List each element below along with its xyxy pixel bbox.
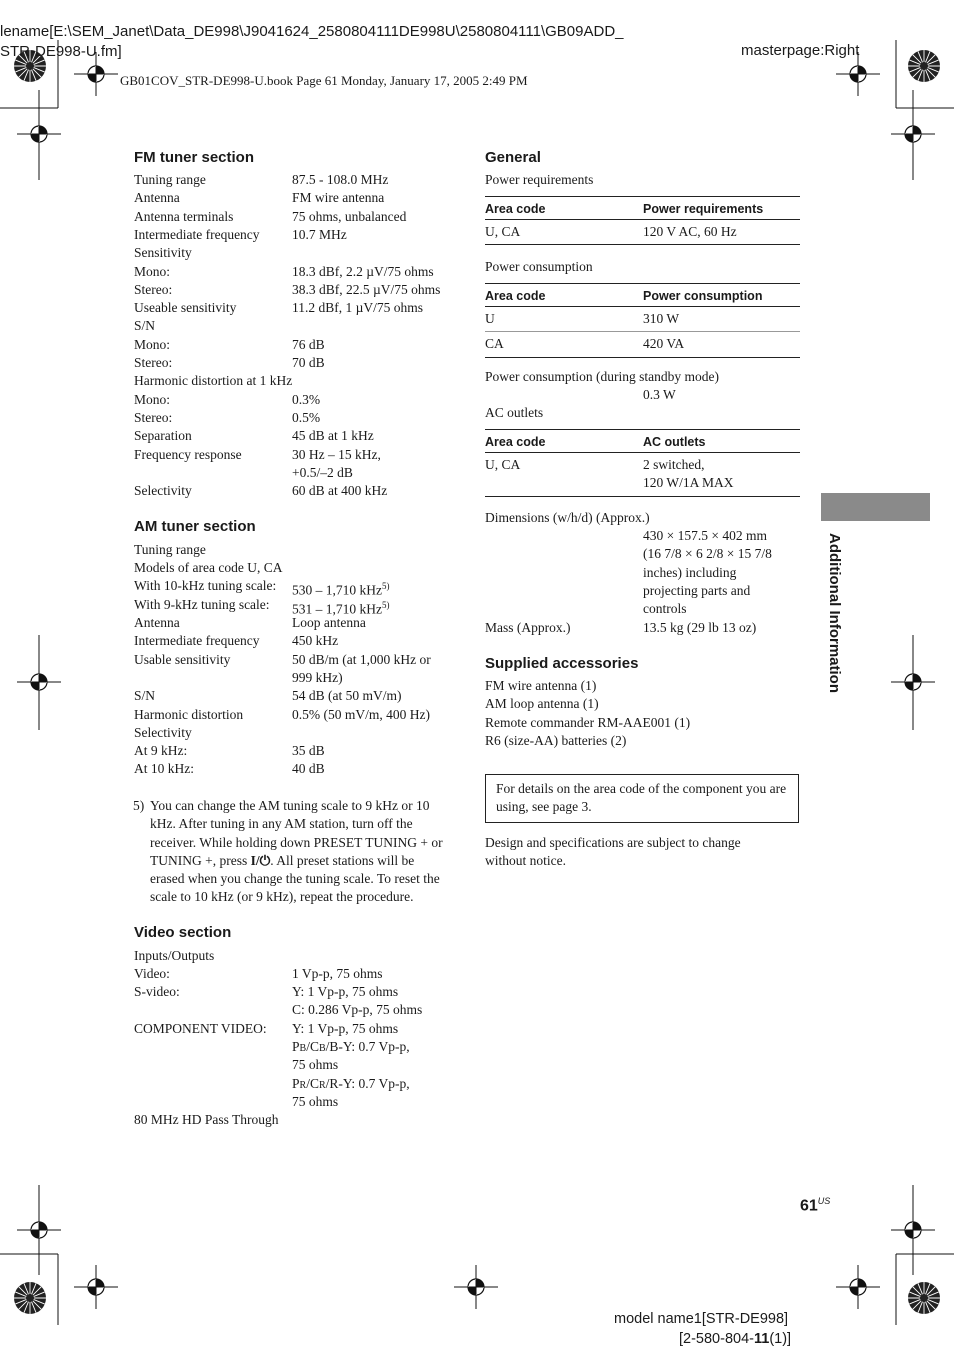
accessory-item: Remote commander RM-AAE001 (1) [485, 714, 691, 730]
am-spec-label: At 9 kHz: [134, 743, 188, 759]
video-inputs: Inputs/Outputs [134, 948, 215, 963]
footer-part-code: [2-580-804-11(1)] [679, 1331, 792, 1347]
am-spec-value: 0.5% (50 mV/m, 400 Hz) [292, 706, 430, 722]
table-cell: CA [485, 332, 643, 357]
fm-spec-value: 38.3 dBf, 22.5 µV/75 ohms [292, 281, 441, 297]
footer-model-name: model name1[STR-DE998] [614, 1311, 789, 1327]
fm-spec-label: Antenna terminals [134, 208, 234, 224]
svideo-y: Y: 1 Vp-p, 75 ohms [292, 984, 399, 999]
mass-value: 13.5 kg (29 lb 13 oz) [643, 620, 757, 635]
am-spec-label: Usable sensitivity [134, 651, 231, 667]
am-spec-label: At 10 kHz: [134, 761, 194, 777]
side-tab-marker [821, 493, 930, 521]
table-header: Power requirements [643, 197, 800, 220]
footnote-text: You can change the AM tuning scale to 9 kHz or 10 kHz. After tuning in any AM station, turn off the receiver. While holding down PRESET TUNING + or TUNING +, press I/⏻. All preset stations will be erased when you change the tuning scale. To reset the scale to 10 kHz (or 9 kHz), repeat the procedure. [150, 798, 443, 905]
power-requirements-table [485, 196, 800, 245]
table-header: Power consumption [643, 284, 800, 307]
fm-spec-value: 11.2 dBf, 1 µV/75 ohms [292, 300, 424, 316]
filename-header [0, 22, 624, 62]
am-spec-value: 450 kHz [292, 633, 339, 649]
fm-spec-label: Sensitivity [134, 245, 192, 261]
fm-spec-label: Mono: [134, 263, 171, 279]
dimensions-line: 430 × 157.5 × 402 mm [643, 528, 767, 543]
power-requirements-label: Power requirements [485, 172, 594, 187]
component-pb: PB/CB/B-Y: 0.7 Vp-p, [292, 1039, 410, 1054]
fm-spec-label: Stereo: [134, 355, 173, 370]
svideo-c: C: 0.286 Vp-p, 75 ohms [292, 1002, 423, 1017]
accessory-item: FM wire antenna (1) [485, 678, 597, 693]
am-spec-label: S/N [134, 688, 156, 704]
am-spec-value: 50 dB/m (at 1,000 kHz or [292, 651, 431, 667]
fm-spec-label: Stereo: [134, 281, 173, 297]
fm-spec-label: S/N [134, 318, 156, 334]
ac-outlets-label: AC outlets [485, 405, 544, 420]
dimensions-value [643, 527, 772, 618]
footnote-number: 5) [133, 798, 145, 813]
fm-spec-label: Selectivity [134, 483, 192, 499]
mass-label: Mass (Approx.) [485, 620, 571, 635]
fm-spec-value: 45 dB at 1 kHz [292, 428, 374, 444]
fm-spec-label: Intermediate frequency [134, 226, 260, 242]
am-spec-label: Antenna [134, 615, 180, 630]
am-spec-value: 54 dB (at 50 mV/m) [292, 688, 402, 704]
accessories-section-title: Supplied accessories [485, 655, 639, 672]
fm-spec-value: 70 dB [292, 355, 325, 370]
fm-spec-label: Useable sensitivity [134, 300, 237, 316]
fm-spec-value: 60 dB at 400 kHz [292, 483, 388, 499]
masterpage-label: masterpage:Right [741, 42, 860, 59]
am-spec-value: 35 dB [292, 743, 325, 759]
fm-spec-label: Harmonic distortion at 1 kHz [134, 373, 293, 389]
fm-spec-value: 87.5 - 108.0 MHz [292, 172, 389, 187]
dimensions-line: controls [643, 601, 687, 617]
ac-outlets-table [485, 429, 800, 497]
am-scale10-value: 530 – 1,710 kHz$^{5)}$ [292, 581, 390, 598]
fm-spec-value: 18.3 dBf, 2.2 µV/75 ohms [292, 263, 434, 279]
dimensions-line: inches) including [643, 564, 737, 580]
fm-spec-label: Stereo: [134, 409, 173, 425]
am-spec-value: 999 kHz) [292, 669, 343, 685]
am-scale10-label: With 10-kHz tuning scale: [134, 578, 277, 593]
area-code-note-box: For details on the area code of the component you are using, see page 3. [485, 774, 799, 823]
am-models: Models of area code U, CA [134, 560, 283, 575]
side-tab-label: Additional Information [826, 533, 843, 693]
component-pb-2: 75 ohms [292, 1057, 339, 1072]
table-header: Area code [485, 284, 643, 307]
table-header: AC outlets [643, 430, 800, 453]
disclaimer: Design and specifications are subject to change without notice. [485, 835, 741, 869]
component-pr: PR/CR/R-Y: 0.7 Vp-p, [292, 1076, 410, 1091]
power-symbol: I/⏻ [250, 852, 271, 868]
table-cell: 420 VA [643, 332, 800, 357]
book-info: GB01COV_STR-DE998-U.book Page 61 Monday, January 17, 2005 2:49 PM [120, 73, 528, 88]
video-value: 1 Vp-p, 75 ohms [292, 966, 383, 981]
video-label: Video: [134, 966, 170, 981]
dimensions-line: projecting parts and [643, 582, 751, 598]
fm-spec-label: Mono: [134, 336, 171, 352]
fm-spec-value: 0.5% [292, 409, 321, 425]
am-section-title: AM tuner section [134, 518, 256, 535]
fm-spec-value: 75 ohms, unbalanced [292, 208, 407, 224]
fm-spec-label: Frequency response [134, 446, 242, 462]
accessories-list [485, 677, 690, 750]
power-consumption-table [485, 283, 800, 358]
fm-spec-label: Mono: [134, 391, 171, 407]
am-spec-label: Selectivity [134, 724, 192, 740]
component-label: COMPONENT VIDEO: [134, 1021, 267, 1036]
svideo-label: S-video: [134, 984, 180, 999]
page-number: $61^{US}$ [800, 1196, 831, 1215]
hd-pass-through: 80 MHz HD Pass Through [134, 1112, 279, 1127]
footnote-5 [133, 797, 451, 907]
fm-spec-label: Antenna [134, 190, 180, 206]
fm-spec-value: 0.3% [292, 391, 321, 407]
am-scale9-value: 531 – 1,710 kHz$^{5)}$ [292, 600, 390, 617]
table-cell: U, CA [485, 453, 643, 497]
component-pr-2: 75 ohms [292, 1094, 339, 1109]
am-scale9-label: With 9-kHz tuning scale: [134, 597, 270, 612]
fm-spec-value: 30 Hz – 15 kHz, [292, 446, 381, 462]
fm-spec-value: FM wire antenna [292, 190, 385, 206]
fm-spec-label: Tuning range [134, 172, 206, 187]
table-cell: 310 W [643, 307, 800, 332]
general-section-title: General [485, 149, 541, 166]
filename-line-1: lename[E:\SEM_Janet\Data_DE998\J9041624_2580804111DE998U\2580804111\GB09ADD_ [0, 23, 624, 40]
video-section-title: Video section [134, 924, 232, 941]
am-spec-value: 40 dB [292, 761, 325, 777]
standby-value: 0.3 W [643, 387, 676, 402]
fm-spec-value: 76 dB [292, 336, 325, 352]
table-cell: U, CA [485, 220, 643, 245]
table-header: Area code [485, 430, 643, 453]
fm-spec-value: +0.5/–2 dB [292, 464, 353, 480]
am-tuning-range: Tuning range [134, 542, 206, 557]
fm-section-title: FM tuner section [134, 149, 255, 166]
component-y: Y: 1 Vp-p, 75 ohms [292, 1021, 399, 1036]
table-cell: 2 switched, 120 W/1A MAX [643, 453, 800, 497]
dimensions-line: (16 7/8 × 6 2/8 × 15 7/8 [643, 546, 772, 562]
am-spec-label: Intermediate frequency [134, 633, 260, 649]
am-spec-label: Harmonic distortion [134, 706, 244, 722]
am-spec-value: Loop antenna [292, 615, 366, 630]
table-cell: U [485, 307, 643, 332]
accessory-item: AM loop antenna (1) [485, 696, 599, 712]
table-cell: 120 V AC, 60 Hz [643, 220, 800, 245]
fm-spec-value: 10.7 MHz [292, 226, 347, 242]
power-consumption-label: Power consumption [485, 259, 593, 274]
accessory-item: R6 (size-AA) batteries (2) [485, 732, 627, 748]
filename-line-2: STR-DE998-U.fm] [0, 43, 122, 60]
fm-spec-label: Separation [134, 428, 192, 444]
dimensions-label: Dimensions (w/h/d) (Approx.) [485, 510, 650, 525]
standby-label: Power consumption (during standby mode) [485, 369, 719, 384]
table-header: Area code [485, 197, 643, 220]
